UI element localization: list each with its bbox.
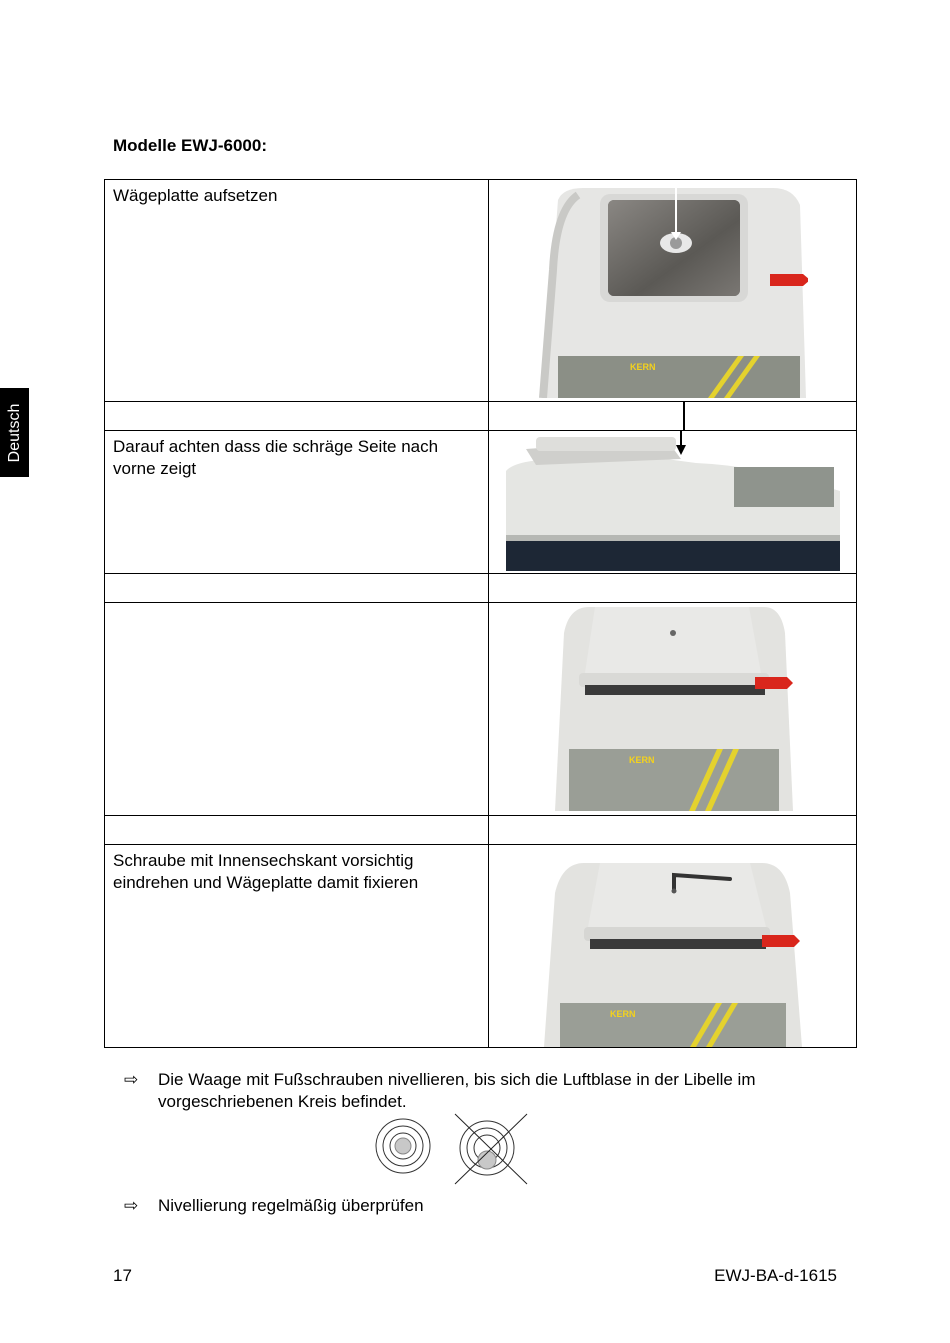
step-row (105, 402, 857, 431)
step-text (105, 603, 489, 816)
scale-screw-photo (540, 853, 806, 1047)
step-photo-cell (489, 180, 857, 402)
step-row (105, 431, 857, 574)
hollow-right-arrow-icon: ⇨ (124, 1070, 139, 1089)
step-row (105, 574, 857, 603)
step-photo-cell (489, 431, 857, 574)
step-text: Wägeplatte aufsetzen (105, 180, 489, 402)
step-text: Darauf achten dass die schräge Seite nach vorne zeigt (105, 431, 489, 574)
bullet-text: Nivellierung regelmäßig überprüfen (158, 1196, 424, 1215)
step-photo-cell (489, 603, 857, 816)
step-photo-cell (489, 574, 857, 603)
incorrect-level-icon (455, 1114, 527, 1184)
section-title: Modelle EWJ-6000: (113, 136, 267, 155)
step-photo-cell (489, 402, 857, 431)
svg-text:KERN: KERN (628, 755, 655, 765)
scale-top-photo (538, 180, 808, 398)
bubble-level-diagram (375, 1112, 531, 1188)
step-photo-cell (489, 845, 857, 1048)
step-row (105, 845, 857, 1048)
assembly-steps-table (104, 179, 857, 1048)
language-side-tab-label: Deutsch (5, 403, 23, 462)
step-text: Schraube mit Innensechskant vorsichtig eindrehen und Wägeplatte damit fixieren (105, 845, 489, 1048)
scale-brand-logo: KERN (629, 362, 656, 372)
language-side-tab (0, 388, 29, 477)
svg-text:KERN: KERN (609, 1009, 636, 1019)
step-photo-cell (489, 816, 857, 845)
step-row (105, 816, 857, 845)
bullet-text: Die Waage mit Fußschrauben nivellieren, bis sich die Luftblase in der Libelle im vorgeschriebenen Kreis befindet. (158, 1070, 756, 1111)
step-text (105, 816, 489, 845)
arrow-overlay (489, 402, 856, 431)
scale-plate-on-photo (549, 603, 797, 811)
hollow-right-arrow-icon: ⇨ (124, 1196, 139, 1215)
scale-side-photo (506, 431, 840, 571)
step-text (105, 574, 489, 603)
step-row (105, 603, 857, 816)
step-text (105, 402, 489, 431)
step-row (105, 180, 857, 402)
correct-level-icon (376, 1119, 430, 1173)
page-number: 17 (113, 1266, 132, 1285)
document-code: EWJ-BA-d-1615 (714, 1266, 837, 1285)
